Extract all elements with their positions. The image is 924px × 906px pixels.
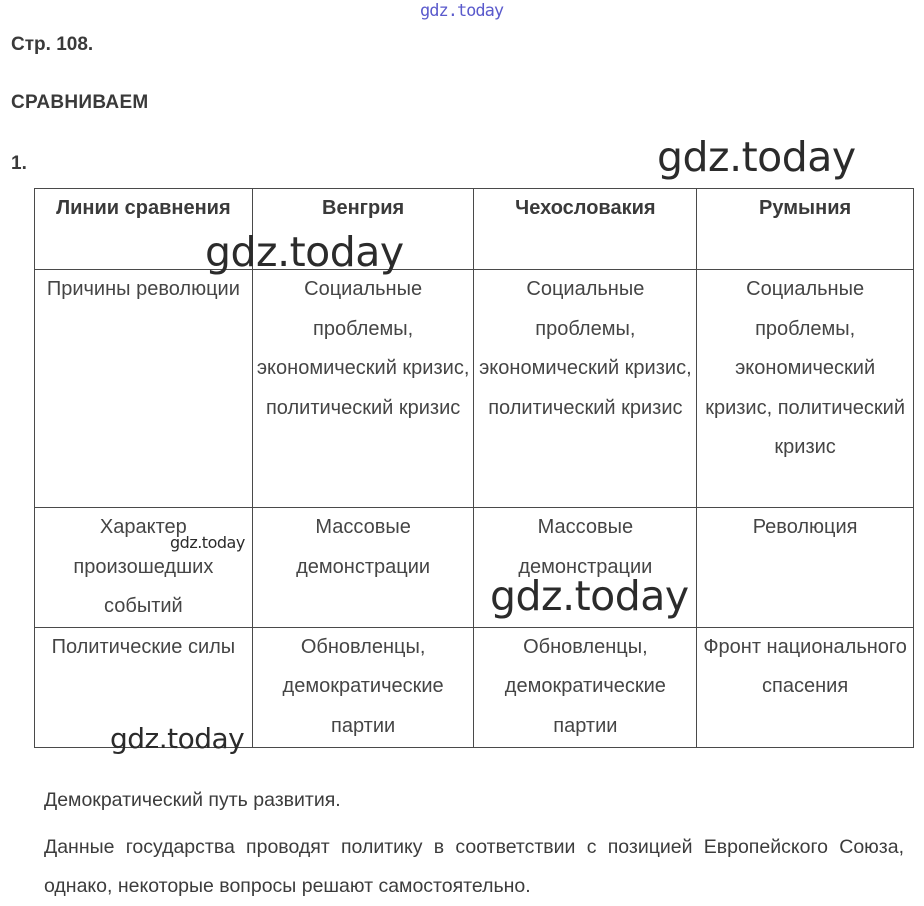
header-cell: Венгрия — [252, 189, 474, 270]
page-number: Стр. 108. — [11, 34, 94, 55]
header-cell: Румыния — [697, 189, 914, 270]
table-header-row — [35, 189, 914, 270]
answer-line-1: Демократический путь развития. — [44, 789, 341, 811]
table-cell: Фронт национального спасения — [697, 627, 914, 747]
table-cell: Социальные проблемы, экономический кризис, политический кризис — [474, 270, 697, 508]
table-cell: Политические силы — [35, 627, 253, 747]
table-cell: Обновленцы, демократические партии — [252, 627, 474, 747]
watermark: gdz.today — [657, 133, 856, 181]
header-cell: Чехословакия — [474, 189, 697, 270]
answer-line-2: Данные государства проводят политику в соответствии с позицией Европейского Союза, однако, некоторые вопросы решают самостоятельно. — [44, 836, 904, 897]
table-cell: Массовые демонстрации — [474, 508, 697, 628]
table-cell: Революция — [697, 508, 914, 628]
table-cell: Характер произошедших событий — [35, 508, 253, 628]
watermark: gdz.today — [490, 572, 689, 620]
watermark-top: gdz.today — [420, 1, 504, 21]
section-title: СРАВНИВАЕМ — [11, 92, 149, 113]
watermark: gdz.today — [170, 533, 245, 552]
table-cell: Причины революции — [35, 270, 253, 508]
task-number: 1. — [11, 153, 27, 174]
table-row — [35, 270, 914, 508]
header-cell: Линии сравнения — [35, 189, 253, 270]
table-cell: Социальные проблемы, экономический кризис, политический кризис — [697, 270, 914, 508]
table-cell: Социальные проблемы, экономический кризис, политический кризис — [252, 270, 474, 508]
table-cell: Обновленцы, демократические партии — [474, 627, 697, 747]
comparison-table — [34, 188, 914, 748]
watermark: gdz.today — [110, 722, 245, 755]
table-row — [35, 508, 914, 628]
watermark: gdz.today — [205, 228, 404, 276]
table-cell: Массовые демонстрации — [252, 508, 474, 628]
